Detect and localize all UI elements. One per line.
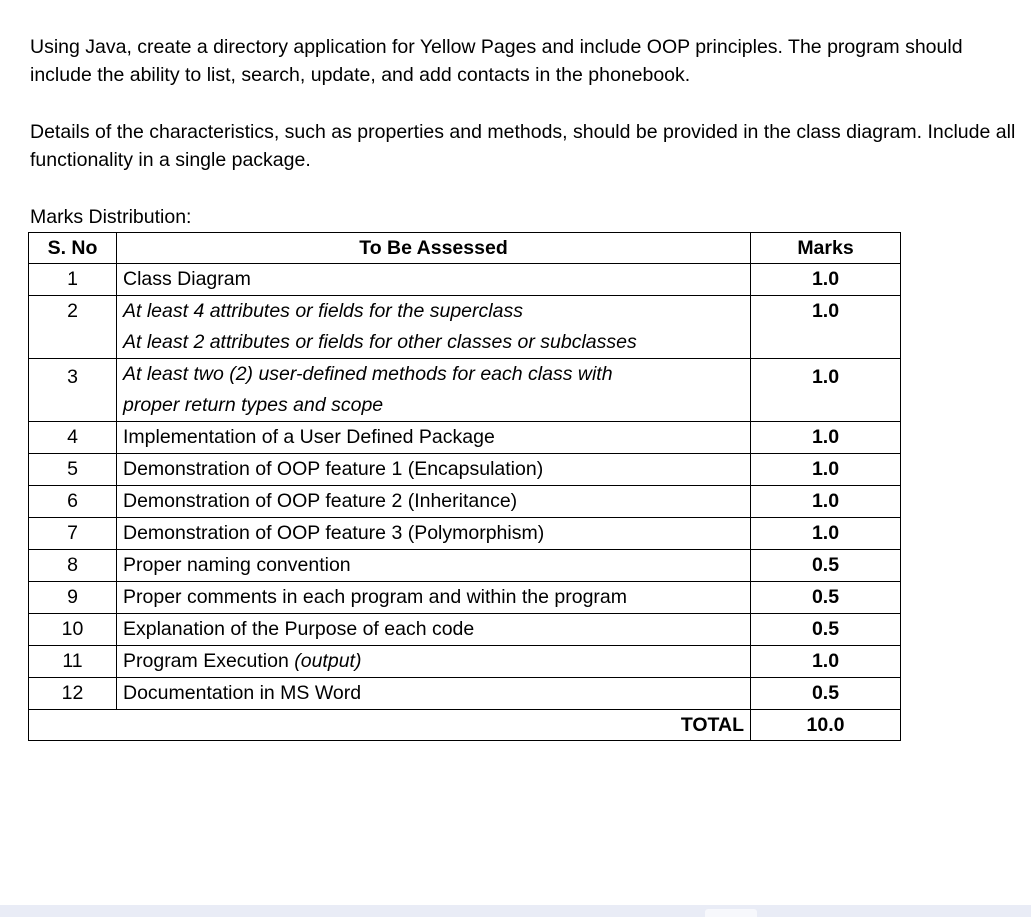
row-sno: 5 xyxy=(29,454,117,486)
task-line: At least 4 attributes or fields for the superclass xyxy=(123,300,523,322)
row-task xyxy=(117,296,751,359)
task-line: Implementation of a User Defined Package xyxy=(123,426,495,448)
details-paragraph: Details of the characteristics, such as properties and methods, should be provided in the class diagram. Include all functionality in a single package. xyxy=(30,121,1016,171)
table-row xyxy=(29,264,901,296)
row-marks: 0.5 xyxy=(751,678,901,710)
task-line: At least two (2) user-defined methods for each class with xyxy=(123,363,613,385)
row-marks: 1.0 xyxy=(751,422,901,454)
window-bottom-bar xyxy=(0,905,1031,917)
row-marks: 1.0 xyxy=(751,518,901,550)
row-marks: 1.0 xyxy=(751,486,901,518)
marks-distribution-table xyxy=(28,232,901,741)
row-task xyxy=(117,518,751,550)
table-row xyxy=(29,614,901,646)
table-row xyxy=(29,582,901,614)
table-row xyxy=(29,646,901,678)
task-text-italic: (output) xyxy=(294,650,362,672)
row-sno: 1 xyxy=(29,264,117,296)
row-sno: 10 xyxy=(29,614,117,646)
total-label: TOTAL xyxy=(29,710,751,741)
task-line xyxy=(123,646,744,677)
task-line: proper return types and scope xyxy=(123,394,384,416)
table-row xyxy=(29,518,901,550)
row-sno: 11 xyxy=(29,646,117,678)
task-line: Explanation of the Purpose of each code xyxy=(123,618,475,640)
row-task xyxy=(117,582,751,614)
task-line: Documentation in MS Word xyxy=(123,682,362,704)
row-task xyxy=(117,550,751,582)
row-task xyxy=(117,422,751,454)
header-to-be-assessed: To Be Assessed xyxy=(117,233,751,264)
task-line: Proper comments in each program and within the program xyxy=(123,586,627,608)
row-sno: 2 xyxy=(29,296,117,359)
row-marks: 1.0 xyxy=(751,454,901,486)
row-task xyxy=(117,646,751,678)
row-sno: 4 xyxy=(29,422,117,454)
row-marks: 1.0 xyxy=(751,264,901,296)
header-sno: S. No xyxy=(29,233,117,264)
row-marks: 1.0 xyxy=(751,296,901,359)
row-marks: 1.0 xyxy=(751,646,901,678)
row-task xyxy=(117,454,751,486)
header-marks: Marks xyxy=(751,233,901,264)
row-marks: 1.0 xyxy=(751,359,901,422)
table-row xyxy=(29,422,901,454)
row-sno: 12 xyxy=(29,678,117,710)
row-task xyxy=(117,678,751,710)
total-value: 10.0 xyxy=(751,710,901,741)
row-task xyxy=(117,359,751,422)
row-marks: 0.5 xyxy=(751,550,901,582)
table-row xyxy=(29,486,901,518)
table-row xyxy=(29,359,901,422)
task-line: Proper naming convention xyxy=(123,554,351,576)
row-sno: 8 xyxy=(29,550,117,582)
task-line: At least 2 attributes or fields for other classes or subclasses xyxy=(123,331,637,353)
table-row xyxy=(29,678,901,710)
task-text: Program Execution xyxy=(123,650,289,672)
task-line: Class Diagram xyxy=(123,268,251,290)
total-row xyxy=(29,710,901,741)
table-row xyxy=(29,454,901,486)
table-row xyxy=(29,550,901,582)
row-sno: 7 xyxy=(29,518,117,550)
table-row xyxy=(29,296,901,359)
row-task xyxy=(117,614,751,646)
row-marks: 0.5 xyxy=(751,614,901,646)
task-line: Demonstration of OOP feature 1 (Encapsulation) xyxy=(123,458,544,480)
row-task xyxy=(117,486,751,518)
task-line: Demonstration of OOP feature 3 (Polymorphism) xyxy=(123,522,545,544)
row-task xyxy=(117,264,751,296)
intro-paragraph: Using Java, create a directory application for Yellow Pages and include OOP principles. The program should include the ability to list, search, update, and add contacts in the phonebook. xyxy=(30,36,963,86)
marks-distribution-heading: Marks Distribution: xyxy=(30,206,192,228)
row-sno: 3 xyxy=(29,359,117,422)
row-sno: 6 xyxy=(29,486,117,518)
bottom-tab-indicator xyxy=(705,909,757,917)
task-line: Demonstration of OOP feature 2 (Inheritance) xyxy=(123,490,518,512)
table-header-row xyxy=(29,233,901,264)
row-sno: 9 xyxy=(29,582,117,614)
row-marks: 0.5 xyxy=(751,582,901,614)
